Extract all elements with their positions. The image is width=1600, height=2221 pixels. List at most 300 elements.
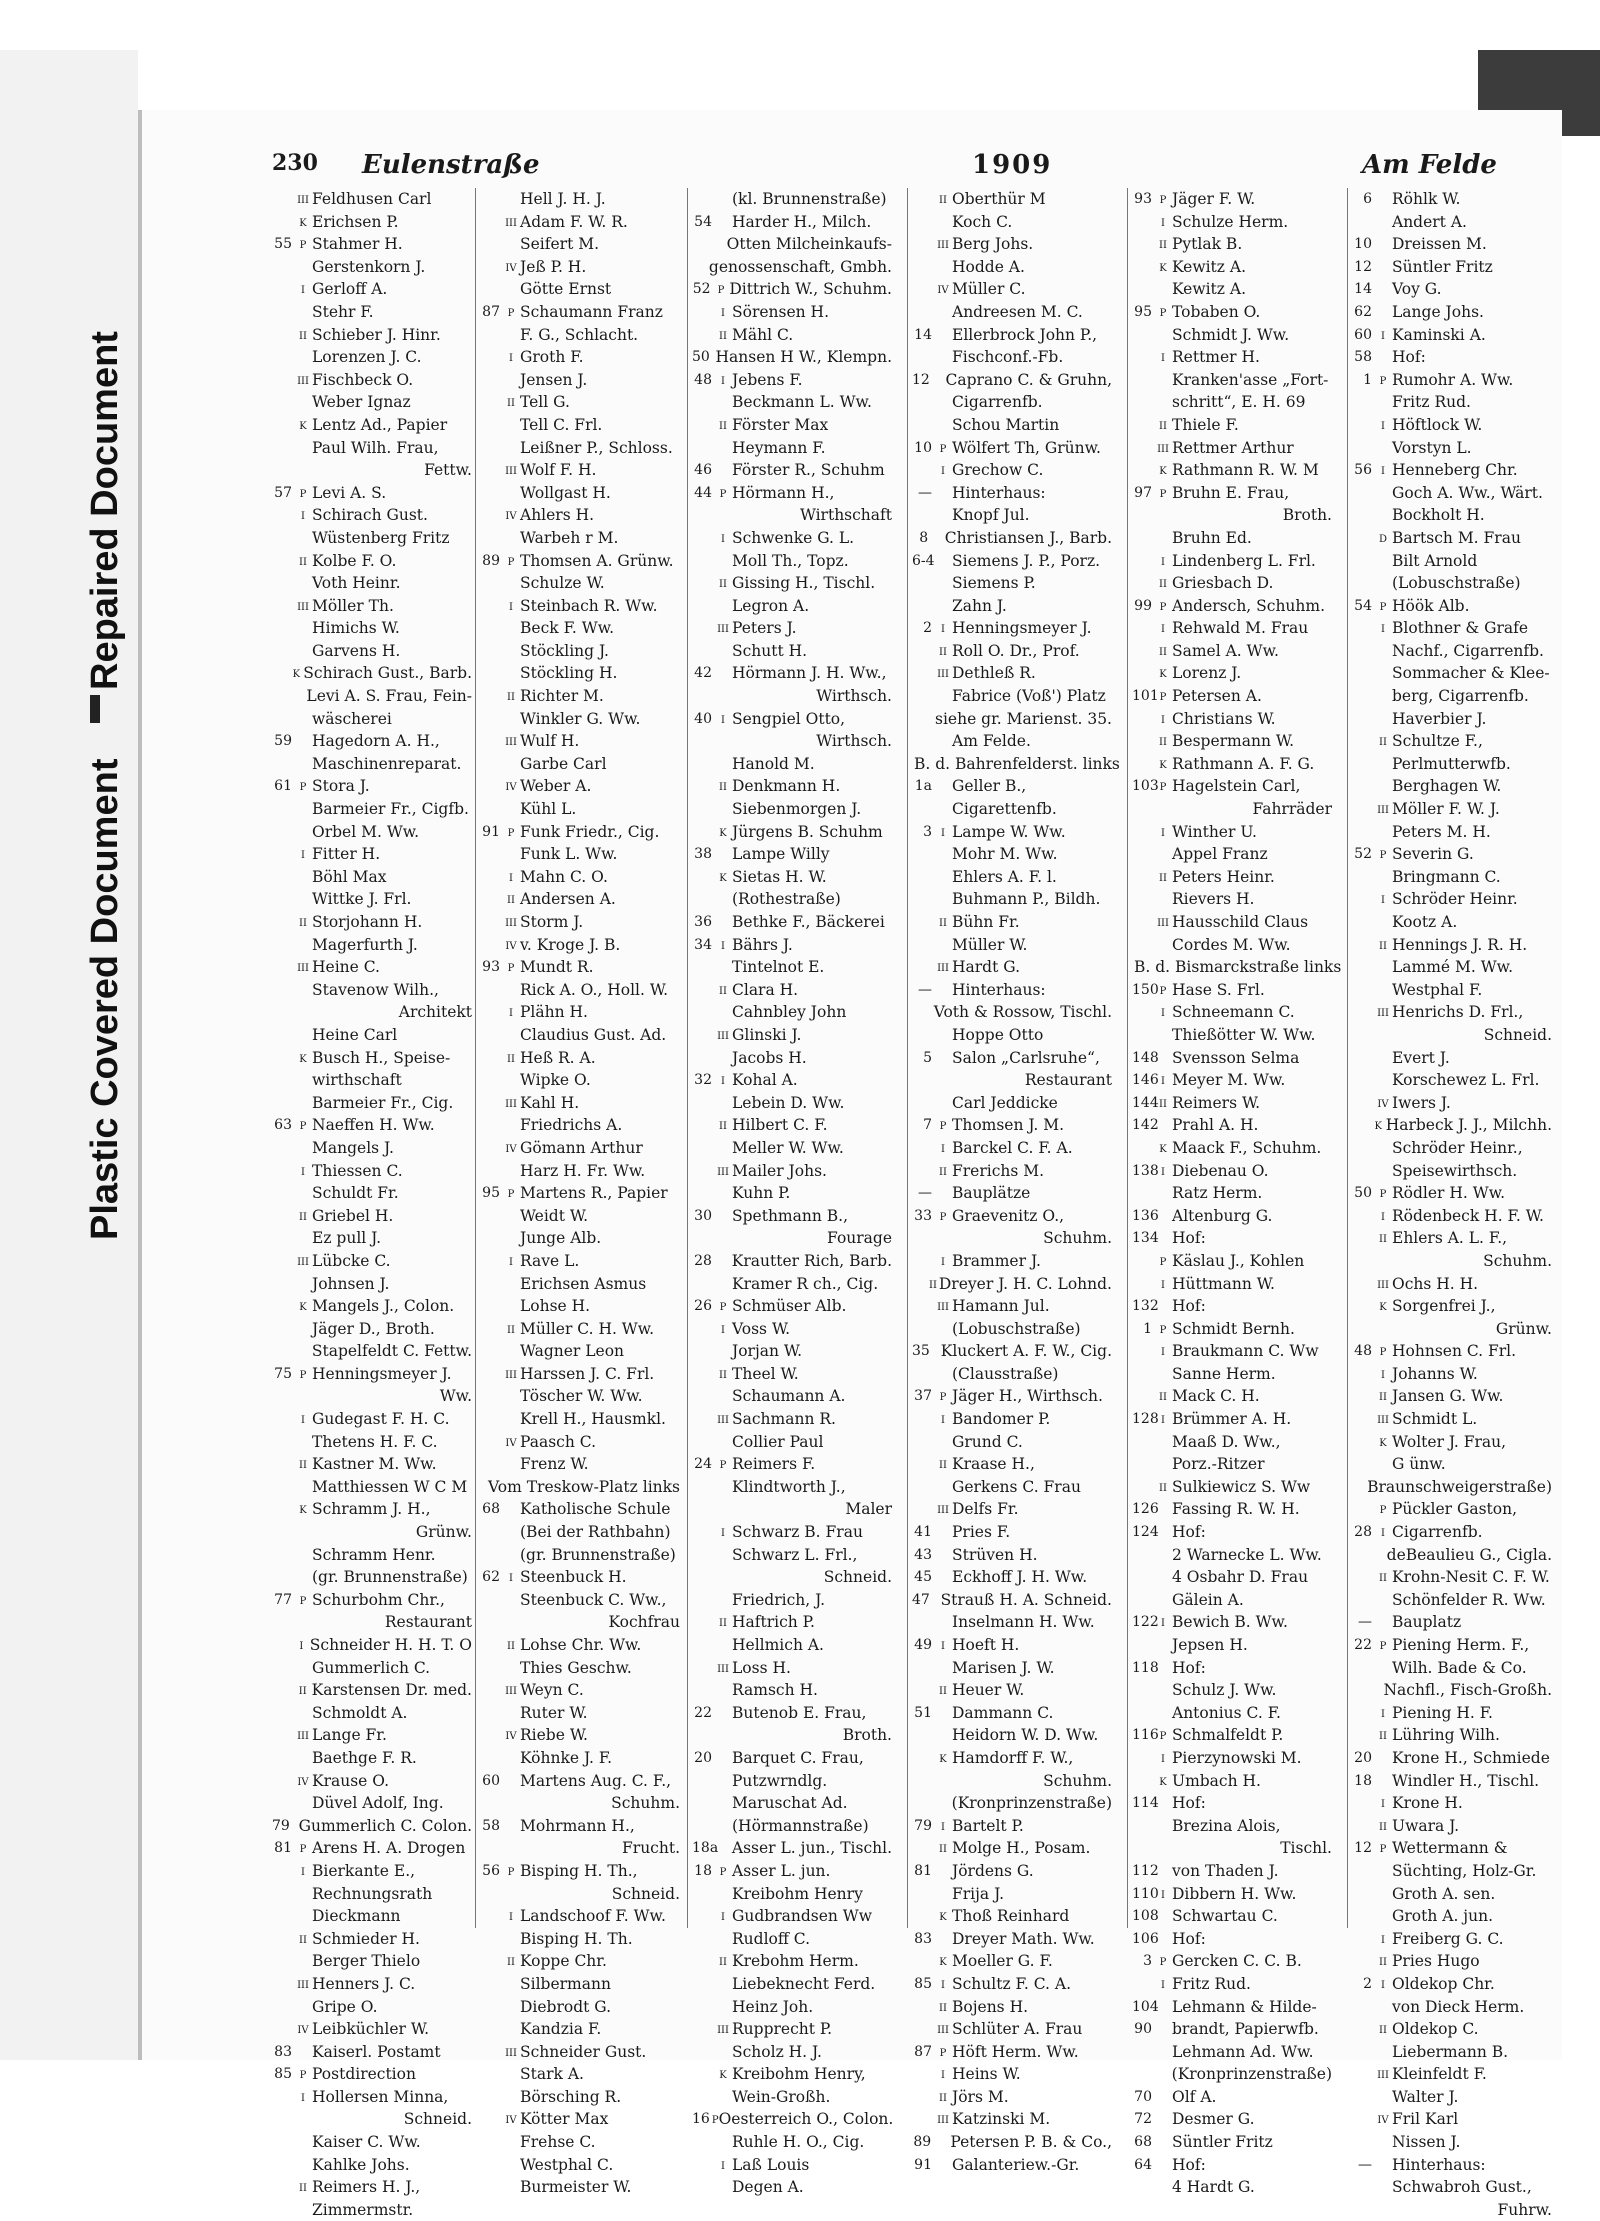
floor-marker: I: [941, 1143, 945, 1155]
directory-entry: [1352, 1837, 1552, 1860]
house-number: —: [918, 1185, 932, 1202]
house-number: 124: [1132, 1524, 1159, 1541]
house-number: [272, 1928, 294, 1951]
resident-name: Steenbuck H.: [520, 1568, 627, 1587]
resident-name: Frenz W.: [520, 1455, 589, 1474]
house-number: [1352, 1363, 1374, 1386]
house-number: [1352, 2018, 1374, 2041]
resident-name: Harssen J. C. Frl.: [520, 1364, 655, 1383]
directory-entry: [912, 662, 1112, 685]
floor-marker: K: [1379, 1437, 1387, 1449]
house-number: 87: [914, 2043, 932, 2060]
house-number: 1a: [914, 778, 932, 795]
directory-entry: [692, 2154, 892, 2177]
house-number: [1352, 2199, 1374, 2221]
resident-name: Hof:: [1172, 1929, 1206, 1948]
house-number: [1352, 640, 1374, 663]
house-number: [1352, 1883, 1374, 1906]
floor-marker: [294, 256, 312, 279]
directory-entry: [692, 437, 892, 460]
directory-entry: [912, 278, 1112, 301]
floor-marker: P: [299, 240, 307, 252]
house-number: [692, 324, 714, 347]
floor-marker: [714, 1747, 732, 1770]
directory-entry: [1352, 1047, 1552, 1070]
floor-marker: [1154, 2041, 1172, 2064]
directory-entry: [692, 1905, 892, 1928]
resident-name: Jacobs H.: [732, 1048, 807, 1067]
directory-entry: [480, 1385, 680, 1408]
resident-name: Voth & Rossow, Tischl.: [933, 1003, 1112, 1022]
directory-entry: [1352, 278, 1552, 301]
floor-marker: IV: [505, 262, 517, 274]
floor-marker: [1154, 798, 1172, 821]
resident-name: Umbach H.: [1172, 1771, 1261, 1790]
resident-name: Naeffen H. Ww.: [312, 1116, 435, 1135]
resident-name: Restaurant: [1024, 1071, 1112, 1090]
house-number: [480, 2063, 502, 2086]
resident-name: Lorenzen J. C.: [312, 348, 422, 367]
directory-entry: [1352, 662, 1552, 685]
directory-entry: [480, 730, 680, 753]
directory-entry: [912, 1047, 1112, 1070]
directory-entry: [692, 1476, 892, 1499]
resident-name: Dreissen M.: [1392, 235, 1487, 254]
resident-name: Reimers W.: [1172, 1093, 1261, 1112]
directory-entry: [1132, 1001, 1332, 1024]
resident-name: Möller F. W. J.: [1392, 800, 1500, 819]
floor-marker: II: [1379, 1392, 1387, 1404]
directory-entry: [1132, 1792, 1332, 1815]
floor-marker: II: [719, 1618, 727, 1630]
directory-entry: [480, 1318, 680, 1341]
floor-marker: [714, 1250, 732, 1273]
house-number: [272, 301, 294, 324]
floor-marker: [502, 369, 520, 392]
house-number: 81: [274, 1840, 292, 1857]
resident-name: Hörmann H.,: [732, 483, 835, 502]
floor-marker: I: [941, 1641, 945, 1652]
floor-marker: [934, 775, 952, 798]
directory-entry: [692, 640, 892, 663]
resident-name: Laß Louis: [732, 2155, 810, 2174]
directory-entry: [692, 2041, 892, 2064]
resident-name: Schirach Gust., Barb.: [303, 664, 472, 683]
directory-entry: [480, 2131, 680, 2154]
house-number: 2: [1363, 1975, 1372, 1992]
directory-entry: [272, 1340, 472, 1363]
floor-marker: [502, 640, 520, 663]
floor-marker: [294, 1611, 312, 1634]
directory-entry: [692, 866, 892, 889]
floor-marker: [502, 753, 520, 776]
floor-marker: [1154, 843, 1172, 866]
house-number: [480, 2154, 502, 2177]
floor-marker: P: [1159, 601, 1167, 613]
column-rule: [1127, 188, 1128, 1928]
floor-marker: [294, 1092, 312, 1115]
house-number: [912, 1160, 934, 1183]
house-number: [1132, 1273, 1154, 1296]
house-number: 49: [914, 1637, 932, 1653]
directory-entry: [692, 1702, 892, 1725]
floor-marker: [502, 2086, 520, 2109]
house-number: [692, 1724, 714, 1747]
directory-entry: [912, 798, 1112, 821]
house-number: [1352, 2063, 1374, 2086]
house-number: [1352, 2041, 1374, 2064]
house-number: [1132, 2063, 1154, 2086]
directory-entry: [272, 708, 472, 731]
resident-name: Gerkens C. Frau: [952, 1477, 1081, 1496]
resident-name: Moeller G. F.: [952, 1952, 1053, 1971]
house-number: 56: [482, 1862, 500, 1879]
floor-marker: [1374, 708, 1392, 731]
directory-entry: [1352, 256, 1552, 279]
floor-marker: [714, 1883, 732, 1906]
floor-marker: II: [1159, 646, 1167, 658]
directory-entry: [1352, 188, 1552, 211]
floor-marker: P: [1159, 1957, 1167, 1969]
resident-name: Töscher W. Ww.: [520, 1387, 643, 1406]
house-number: 26: [694, 1298, 712, 1315]
directory-entry: [1132, 324, 1332, 347]
house-number: [272, 753, 294, 776]
floor-marker: I: [509, 1573, 513, 1585]
directory-entry: [272, 866, 472, 889]
resident-name: Jebens F.: [732, 370, 803, 389]
house-number: [272, 2086, 294, 2109]
directory-entry: [692, 1273, 892, 1296]
resident-name: Collier Paul: [732, 1432, 824, 1451]
house-number: [1352, 1024, 1374, 1047]
house-number: [480, 640, 502, 663]
directory-entry: [912, 1747, 1112, 1770]
directory-entry: [480, 1092, 680, 1115]
directory-entry: [272, 595, 472, 618]
floor-marker: K: [1379, 1302, 1387, 1314]
floor-marker: P: [939, 1211, 947, 1223]
house-number: [1352, 753, 1374, 776]
resident-name: Thiele F.: [1172, 415, 1239, 434]
house-number: [272, 188, 294, 211]
directory-entry: [1132, 1024, 1332, 1047]
directory-entry: [272, 1182, 472, 1205]
directory-entry: [912, 550, 1112, 573]
floor-marker: [714, 1702, 732, 1725]
house-number: [912, 1883, 934, 1906]
resident-name: Rievers H.: [1172, 890, 1255, 909]
floor-marker: P: [1379, 375, 1387, 387]
house-number: [1352, 821, 1374, 844]
floor-marker: P: [1159, 1256, 1167, 1268]
resident-name: Rick A. O., Holl. W.: [520, 980, 669, 999]
floor-marker: I: [301, 1166, 305, 1178]
resident-name: Beckmann L. Ww.: [732, 393, 872, 412]
floor-marker: I: [1161, 1979, 1165, 1991]
house-number: [912, 1724, 934, 1747]
floor-marker: [294, 1476, 312, 1499]
floor-marker: III: [717, 1415, 729, 1427]
resident-name: Brezina Alois,: [1172, 1816, 1281, 1835]
house-number: [480, 1634, 502, 1657]
house-number: [692, 1408, 714, 1431]
directory-entry: [480, 595, 680, 618]
directory-entry: [912, 821, 1112, 844]
floor-marker: [1374, 911, 1392, 934]
floor-marker: [934, 1770, 952, 1793]
resident-name: (gr. Brunnenstraße): [520, 1545, 676, 1564]
directory-entry: [692, 1295, 892, 1318]
directory-entry: [1352, 1657, 1552, 1680]
resident-name: Schurbohm Chr.,: [312, 1590, 445, 1609]
resident-name: Hoeft H.: [952, 1636, 1020, 1654]
directory-entry: [692, 798, 892, 821]
floor-marker: P: [1159, 692, 1167, 704]
floor-marker: II: [1159, 1098, 1167, 1110]
directory-entry: [272, 346, 472, 369]
house-number: [692, 1182, 714, 1205]
resident-name: Mangels J., Colon.: [312, 1297, 455, 1316]
floor-marker: I: [941, 1256, 945, 1268]
resident-name: Andert A.: [1392, 212, 1467, 231]
floor-marker: [1154, 1657, 1172, 1680]
house-number: [692, 617, 714, 640]
resident-name: Beck F. Ww.: [520, 619, 615, 638]
floor-marker: II: [507, 692, 515, 704]
directory-entry: [480, 550, 680, 573]
directory-entry: [480, 1679, 680, 1702]
floor-marker: [294, 2199, 312, 2221]
resident-name: Lebein D. Ww.: [732, 1093, 845, 1112]
house-number: [1352, 2086, 1374, 2109]
floor-marker: P: [939, 2047, 947, 2059]
resident-name: Kleinfeldt F.: [1392, 2065, 1487, 2084]
resident-name: Porz.-Ritzer: [1172, 1455, 1265, 1474]
house-number: [480, 1250, 502, 1273]
resident-name: Bauplätze: [952, 1184, 1031, 1203]
house-number: [480, 346, 502, 369]
house-number: [1352, 1476, 1361, 1499]
resident-name: Schultz F. C. A.: [952, 1974, 1072, 1993]
directory-entry: [480, 1702, 680, 1725]
floor-marker: [1154, 2154, 1172, 2177]
floor-marker: [934, 1792, 952, 1815]
house-number: [1132, 1453, 1154, 1476]
house-number: 6: [1363, 191, 1372, 207]
directory-entry: [692, 527, 892, 550]
floor-marker: III: [297, 1256, 309, 1268]
resident-name: Koppe Chr.: [520, 1952, 607, 1971]
floor-marker: [294, 866, 312, 889]
floor-marker: IV: [297, 1776, 309, 1788]
house-number: 134: [1132, 1230, 1159, 1247]
floor-marker: [714, 550, 732, 573]
house-number: 40: [694, 710, 712, 727]
directory-entry: [692, 617, 892, 640]
house-number: 142: [1132, 1117, 1159, 1134]
floor-marker: P: [719, 1302, 727, 1314]
house-number: [1132, 369, 1154, 392]
directory-entry: [912, 595, 1112, 618]
floor-marker: IV: [505, 511, 517, 523]
floor-marker: II: [939, 1166, 947, 1178]
resident-name: Kreibohm Henry: [732, 1884, 863, 1903]
directory-entry: [1132, 1431, 1332, 1454]
resident-name: Schirach Gust.: [312, 506, 428, 525]
directory-entry: [912, 1453, 1112, 1476]
resident-name: Lange Johs.: [1392, 302, 1484, 321]
resident-name: Krohn-Nesit C. F. W.: [1392, 1568, 1550, 1587]
house-number: [480, 1137, 502, 1160]
floor-marker: III: [505, 217, 517, 229]
house-number: [480, 1724, 502, 1747]
house-number: [1132, 866, 1154, 889]
directory-entry: [272, 1860, 472, 1883]
resident-name: Heuer W.: [952, 1681, 1025, 1700]
house-number: [480, 256, 502, 279]
house-number: [272, 324, 294, 347]
resident-name: Mahn C. O.: [520, 867, 608, 886]
house-number: [1352, 798, 1374, 821]
house-number: [692, 1589, 714, 1612]
resident-name: Wolf F. H.: [520, 461, 597, 480]
resident-name: Moll Th., Topz.: [732, 551, 849, 570]
floor-marker: II: [939, 195, 947, 206]
floor-marker: I: [1381, 466, 1385, 478]
house-number: [480, 1227, 502, 1250]
directory-entry: [1352, 1453, 1552, 1476]
resident-name: Weidt W.: [520, 1206, 589, 1225]
directory-entry: [1132, 1363, 1332, 1386]
house-number: [1352, 708, 1374, 731]
directory-entry: [1352, 1905, 1552, 1928]
resident-name: Kraase H.,: [952, 1455, 1035, 1474]
year-heading: 1909: [972, 150, 1053, 180]
floor-marker: II: [939, 2002, 947, 2014]
directory-entry: [912, 1182, 1112, 1205]
resident-name: Prahl A. H.: [1172, 1116, 1259, 1135]
floor-marker: [714, 1724, 732, 1747]
directory-entry: [1352, 1679, 1552, 1702]
directory-entry: [1132, 188, 1332, 211]
house-number: [480, 843, 502, 866]
floor-marker: II: [1379, 2025, 1387, 2037]
house-number: [1352, 685, 1374, 708]
directory-entry: [480, 1408, 680, 1431]
floor-marker: [714, 843, 732, 866]
resident-name: Broth.: [842, 1726, 892, 1745]
resident-name: Rave L.: [520, 1251, 580, 1270]
resident-name: Schneid.: [611, 1884, 680, 1903]
directory-entry: [912, 708, 1112, 731]
resident-name: von Dieck Herm.: [1392, 1997, 1525, 2016]
resident-name: Krone H., Schmiede: [1392, 1748, 1550, 1767]
house-number: [1352, 617, 1374, 640]
resident-name: Nachf., Cigarrenfb.: [1392, 641, 1544, 660]
house-number: [272, 866, 294, 889]
floor-marker: [714, 1137, 732, 1160]
floor-marker: [502, 278, 520, 301]
directory-entry: [692, 1092, 892, 1115]
directory-entry: [912, 1408, 1112, 1431]
house-number: [272, 1747, 294, 1770]
resident-name: Busch H., Speise-: [312, 1048, 451, 1067]
directory-entry: [1132, 888, 1332, 911]
resident-name: (Lobuschstraße): [952, 1319, 1081, 1338]
resident-name: Dittrich W., Schuhm.: [729, 280, 892, 299]
directory-entry: [272, 640, 472, 663]
house-number: [692, 685, 714, 708]
floor-marker: [294, 1996, 312, 2019]
house-number: [1132, 1815, 1154, 1838]
resident-name: Reimers F.: [732, 1455, 816, 1474]
resident-name: Tell G.: [520, 393, 570, 412]
resident-name: Gerloff A.: [312, 280, 388, 299]
house-number: [480, 1408, 502, 1431]
directory-entry: [1132, 2041, 1332, 2064]
house-number: 44: [694, 484, 712, 501]
house-number: [912, 2108, 934, 2131]
house-number: 79: [914, 1817, 932, 1834]
directory-entry: [692, 1996, 892, 2019]
house-number: [1352, 1815, 1374, 1838]
house-number: [692, 753, 714, 776]
house-number: [1352, 1724, 1374, 1747]
resident-name: Asser L. jun.: [732, 1861, 831, 1880]
house-number: [692, 1363, 714, 1386]
house-number: [480, 775, 502, 798]
directory-entry: [1132, 1069, 1332, 1092]
resident-name: Fahrräder: [1252, 800, 1332, 819]
floor-marker: [1154, 1453, 1172, 1476]
resident-name: Thiessen C.: [312, 1161, 403, 1180]
directory-entry: [480, 2041, 680, 2064]
floor-marker: [502, 1453, 520, 1476]
directory-entry: [1352, 753, 1552, 776]
resident-name: Böhl Max: [312, 867, 387, 886]
directory-entry: [1132, 821, 1332, 844]
resident-name: Friedrichs A.: [520, 1116, 623, 1135]
directory-entry: [480, 1227, 680, 1250]
column-rule: [687, 188, 688, 1928]
floor-marker: II: [719, 579, 727, 591]
house-number: [272, 1521, 294, 1544]
house-number: [272, 1634, 293, 1657]
house-number: [480, 1092, 502, 1115]
directory-entry: [1352, 369, 1552, 392]
house-number: [692, 188, 714, 211]
resident-name: Förster R., Schuhm: [732, 461, 885, 480]
resident-name: Bruhn Ed.: [1172, 528, 1252, 547]
resident-name: Süntler Fritz: [1392, 257, 1493, 276]
resident-name: Schramm Henr.: [312, 1545, 436, 1564]
directory-entry: [480, 775, 680, 798]
directory-entry: [480, 1340, 680, 1363]
floor-marker: [1154, 1679, 1172, 1702]
column-rule: [475, 188, 476, 1928]
resident-name: Braunschweigerstraße): [1367, 1477, 1552, 1496]
floor-marker: P: [1379, 1844, 1387, 1856]
house-number: 52: [692, 281, 711, 298]
directory-entry: [692, 1047, 892, 1070]
floor-marker: I: [301, 850, 305, 862]
floor-marker: [1374, 1047, 1392, 1070]
floor-marker: II: [1159, 737, 1167, 749]
resident-name: Antonius C. F.: [1172, 1703, 1281, 1722]
house-number: [912, 1837, 934, 1860]
directory-entry: [692, 1160, 892, 1183]
